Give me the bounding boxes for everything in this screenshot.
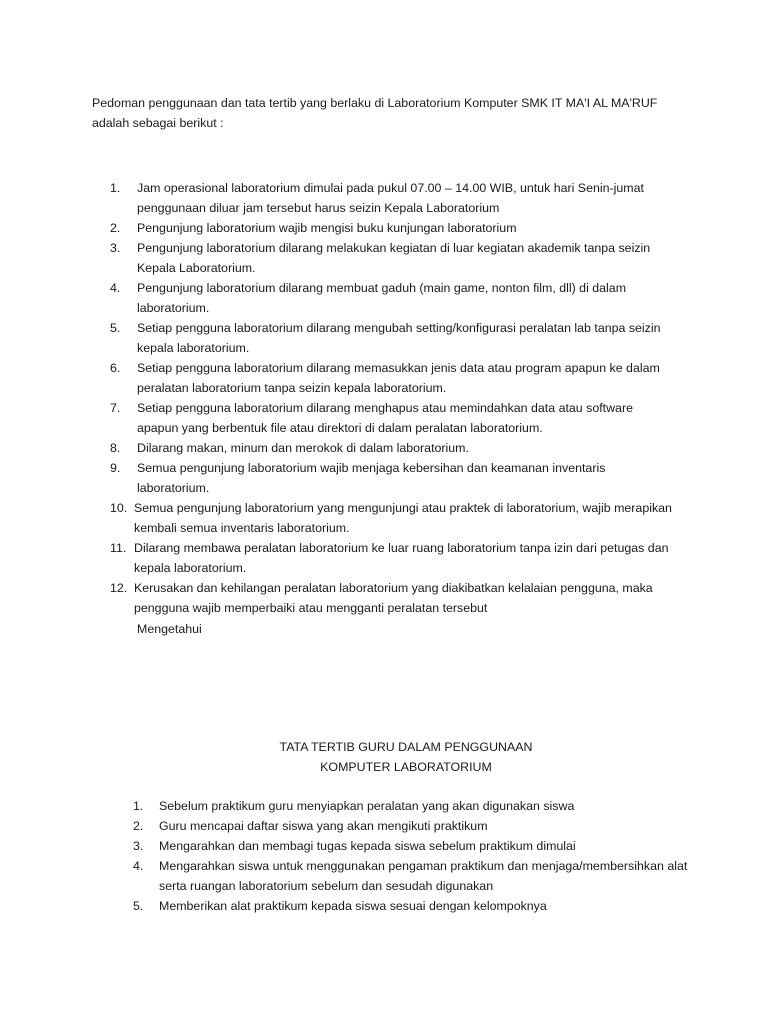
list-item-number: 3. <box>110 241 121 255</box>
list-item <box>0 278 768 318</box>
section-title: TATA TERTIB GURU DALAM PENGGUNAAN <box>279 740 533 754</box>
list-item-number: 1. <box>110 181 121 195</box>
list-item-number: 5. <box>133 899 144 913</box>
list-item <box>0 836 768 856</box>
list-item-text: Jam operasional laboratorium dimulai pada pukul 07.00 – 14.00 WIB, untuk hari Senin-jumat penggunaan diluar jam tersebut harus seizin Kepala Laboratorium <box>137 181 644 215</box>
list-item-text: Mengarahkan siswa untuk menggunakan pengaman praktikum dan menjaga/membersihkan alat serta ruangan laboratorium sebelum dan sesudah digunakan <box>159 859 688 893</box>
list-item-text: Kerusakan dan kehilangan peralatan laboratorium yang diakibatkan kelalaian pengguna, maka pengguna wajib memperbaiki atau mengganti peralatan tersebut <box>134 581 653 615</box>
list-item-number: 6. <box>110 361 121 375</box>
list-item-number: 9. <box>110 461 121 475</box>
list-item-text: Setiap pengguna laboratorium dilarang mengubah setting/konfigurasi peralatan lab tanpa seizin kepala laboratorium. <box>137 321 661 355</box>
list-item <box>0 856 768 896</box>
list-item-number: 2. <box>110 221 121 235</box>
list-item <box>0 438 768 458</box>
list-item-text: Dilarang makan, minum dan merokok di dalam laboratorium. <box>137 441 469 455</box>
list-item-text: Sebelum praktikum guru menyiapkan peralatan yang akan digunakan siswa <box>159 799 575 813</box>
list-item <box>0 398 768 438</box>
list-item-number: 11. <box>110 541 127 555</box>
list-item-text: Pengunjung laboratorium dilarang membuat gaduh (main game, nonton film, dll) di dalam laboratorium. <box>137 281 627 315</box>
list-item-text: Memberikan alat praktikum kepada siswa sesuai dengan kelompoknya <box>159 899 547 913</box>
list-item <box>0 816 768 836</box>
list-item <box>0 578 768 618</box>
list-item <box>0 498 768 538</box>
list-item-number: 1. <box>133 799 144 813</box>
list-item-text: Semua pengunjung laboratorium yang mengunjungi atau praktek di laboratorium, wajib merapikan kembali semua inventaris laboratorium. <box>134 501 672 535</box>
list-item <box>0 178 768 218</box>
list-item <box>0 238 768 278</box>
list-item-text: Semua pengunjung laboratorium wajib menjaga kebersihan dan keamanan inventaris laboratorium. <box>137 461 606 495</box>
list-item <box>0 896 768 916</box>
list-item-number: 4. <box>133 859 144 873</box>
list-item-text: Dilarang membawa peralatan laboratorium ke luar ruang laboratorium tanpa izin dari petugas dan kepala laboratorium. <box>134 541 669 575</box>
lab-rules-list <box>0 178 768 618</box>
section-subtitle: KOMPUTER LABORATORIUM <box>320 760 492 774</box>
list-item-text: Pengunjung laboratorium wajib mengisi buku kunjungan laboratorium <box>137 221 517 235</box>
list-item-number: 8. <box>110 441 121 455</box>
list-item-number: 7. <box>110 401 121 415</box>
list-item-number: 12. <box>110 581 128 595</box>
list-item <box>0 358 768 398</box>
acknowledgement-label: Mengetahui <box>137 622 202 636</box>
list-item <box>0 538 768 578</box>
intro-paragraph: Pedoman penggunaan dan tata tertib yang berlaku di Laboratorium Komputer SMK IT MA'I AL MA'RUF adalah sebagai berikut : <box>92 96 658 130</box>
list-item-text: Mengarahkan dan membagi tugas kepada siswa sebelum praktikum dimulai <box>159 839 576 853</box>
list-item <box>0 218 768 238</box>
list-item-number: 10. <box>110 501 128 515</box>
list-item-text: Pengunjung laboratorium dilarang melakukan kegiatan di luar kegiatan akademik tanpa seizin Kepala Laboratorium. <box>137 241 651 275</box>
list-item-number: 2. <box>133 819 144 833</box>
teacher-rules-list <box>0 796 768 916</box>
list-item <box>0 318 768 358</box>
list-item-text: Setiap pengguna laboratorium dilarang memasukkan jenis data atau program apapun ke dalam peralatan laboratorium tanpa seizin kepala laboratorium. <box>137 361 660 395</box>
list-item <box>0 458 768 498</box>
list-item-text: Setiap pengguna laboratorium dilarang menghapus atau memindahkan data atau software apapun yang berbentuk file atau direktori di dalam peralatan laboratorium. <box>137 401 633 435</box>
list-item-number: 3. <box>133 839 144 853</box>
list-item-number: 4. <box>110 281 121 295</box>
list-item-number: 5. <box>110 321 121 335</box>
list-item-text: Guru mencapai daftar siswa yang akan mengikuti praktikum <box>159 819 488 833</box>
list-item <box>0 796 768 816</box>
